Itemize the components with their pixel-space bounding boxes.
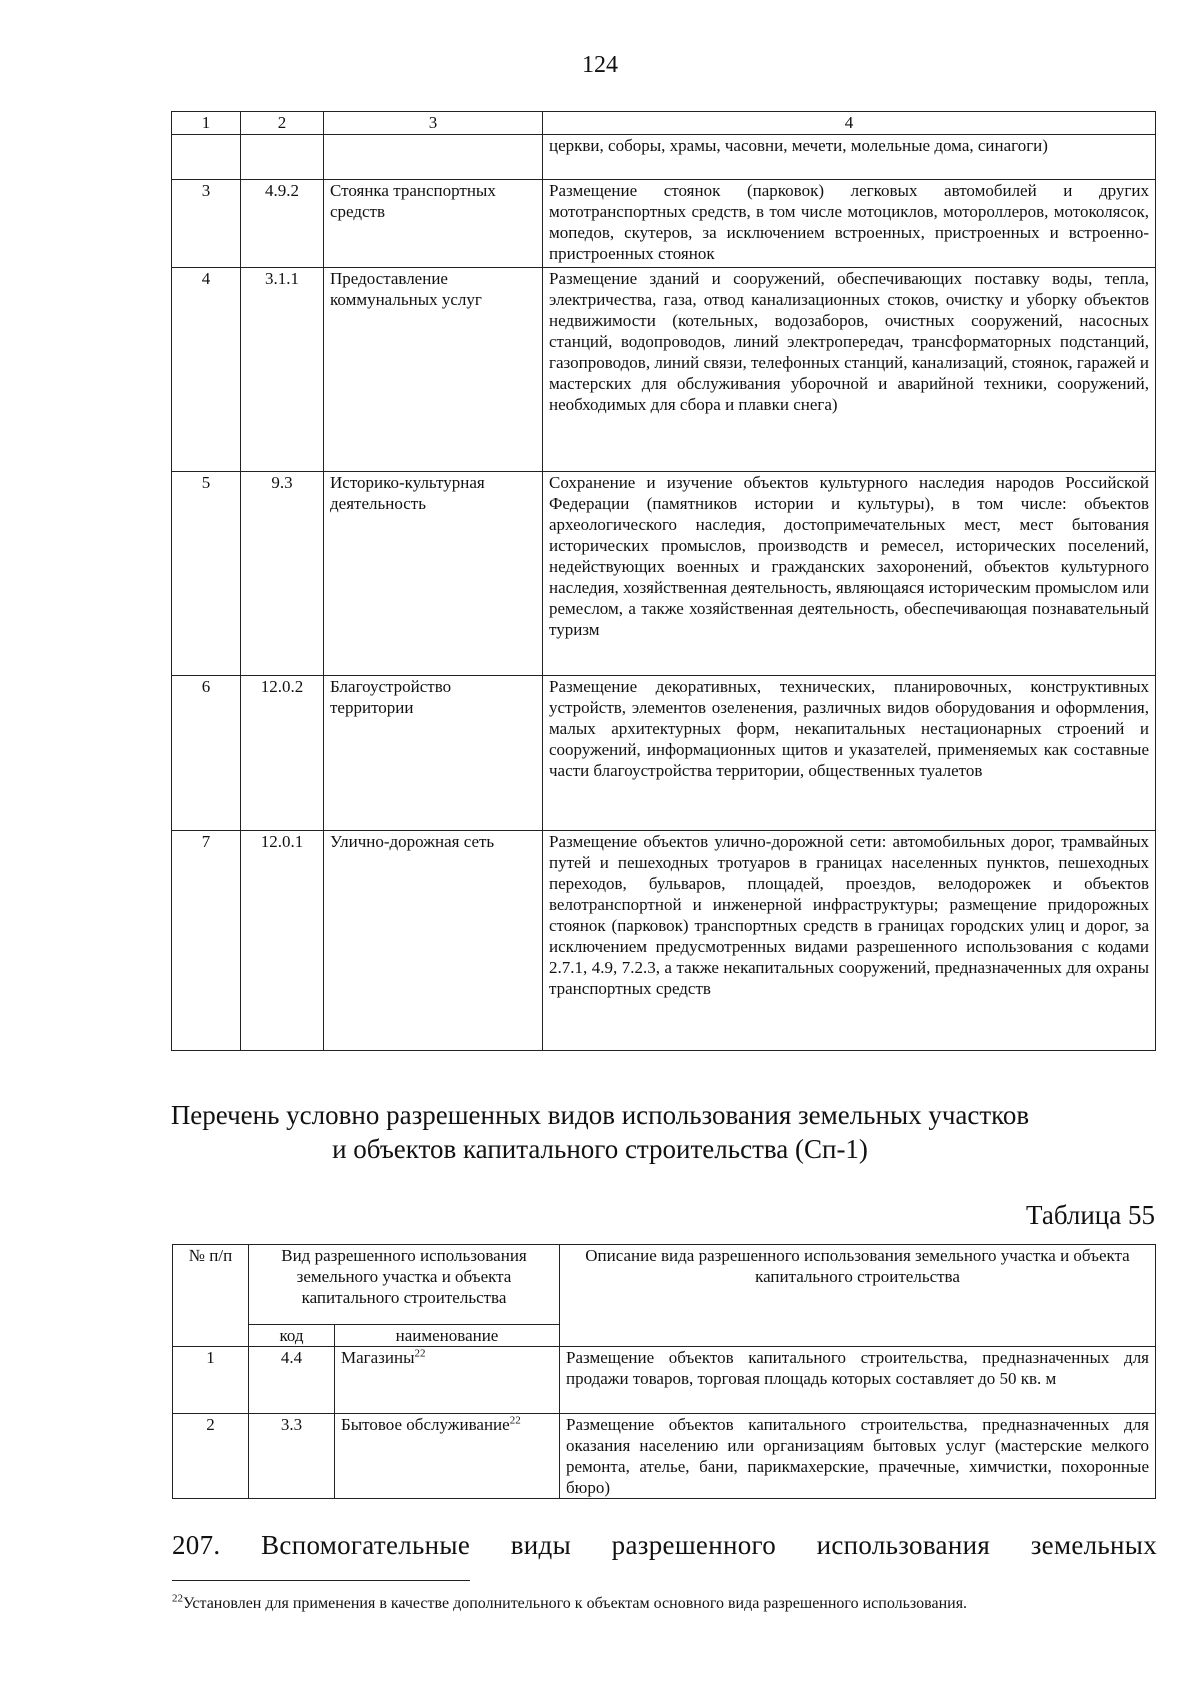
table-caption: Таблица 55 xyxy=(1026,1200,1155,1230)
use-description: Размещение декоративных, технических, планировочных, конструктивных устройств, элементов озеленения, различных видов оборудования и оформления, малых архитектурных форм, некапитальных нестационарных строений и сооружений, информационных щитов и указателей, применяемых как составные части благоустройства территории, общественных туалетов xyxy=(543,676,1156,831)
use-description: Размещение объектов капитального строительства, предназначенных для оказания населению или организациям бытовых услуг (мастерские мелкого ремонта, ателье, бани, парикмахерские, прачечные, химчистки, похоронные бюро) xyxy=(560,1414,1156,1499)
header-description: Описание вида разрешенного использования земельного участка и объекта капитального строительства xyxy=(560,1245,1156,1347)
use-code xyxy=(241,135,324,180)
table-row xyxy=(173,1414,1156,1499)
use-name xyxy=(324,135,543,180)
use-name: Улично-дорожная сеть xyxy=(324,831,543,1051)
table-row xyxy=(172,676,1156,831)
use-name: Предоставление коммунальных услуг xyxy=(324,268,543,472)
use-name: Благоустройство территории xyxy=(324,676,543,831)
use-code: 3.3 xyxy=(249,1414,335,1499)
use-description: Сохранение и изучение объектов культурного наследия народов Российской Федерации (памятников истории и культуры), в том числе: объектов археологического наследия, достопримечательных мест, мест бытования исторических промыслов, производств и ремесел, исторических поселений, недействующих военных и гражданских захоронений, объектов культурного наследия, хозяйственная деятельность, являющаяся историческим промыслом или ремеслом, а также хозяйственная деятельность, обеспечивающая познавательный туризм xyxy=(543,472,1156,676)
table-row xyxy=(172,831,1156,1051)
use-name: Бытовое обслуживание xyxy=(341,1415,510,1434)
table-row xyxy=(172,180,1156,268)
section-title-line: и объектов капитального строительства (Сп-1) xyxy=(332,1134,868,1164)
table-header-row xyxy=(173,1245,1156,1325)
land-use-table-continued xyxy=(171,111,1156,1051)
column-number-3: 3 xyxy=(324,112,543,135)
use-description: Размещение объектов капитального строительства, предназначенных для продажи товаров, торговая площадь которых составляет до 50 кв. м xyxy=(560,1347,1156,1414)
column-number-2: 2 xyxy=(241,112,324,135)
column-number-1: 1 xyxy=(172,112,241,135)
use-name: Магазины xyxy=(341,1348,415,1367)
section-title-line: Перечень условно разрешенных видов использования земельных участков xyxy=(170,1100,1030,1130)
use-code: 4.4 xyxy=(249,1347,335,1414)
use-code: 3.1.1 xyxy=(241,268,324,472)
subheader-code: код xyxy=(249,1325,335,1347)
row-number: 2 xyxy=(173,1414,249,1499)
use-code: 9.3 xyxy=(241,472,324,676)
table-header-row xyxy=(172,112,1156,135)
use-name: Историко-культурная деятельность xyxy=(324,472,543,676)
use-code: 4.9.2 xyxy=(241,180,324,268)
header-use-kind: Вид разрешенного использования земельного участка и объекта капитального строительства xyxy=(249,1245,560,1325)
use-name-cell xyxy=(335,1347,560,1414)
use-description: Размещение зданий и сооружений, обеспечивающих поставку воды, тепла, электричества, газа, отвод канализационных стоков, очистку и уборку объектов недвижимости (котельных, водозаборов, очистных сооружений, насосных станций, водопроводов, линий электропередач, трансформаторных подстанций, газопроводов, линий связи, телефонных станций, канализаций, стоянок, гаражей и мастерских для обслуживания уборочной и аварийной техники, сооружений, необходимых для сбора и плавки снега) xyxy=(543,268,1156,472)
row-number: 6 xyxy=(172,676,241,831)
row-number: 5 xyxy=(172,472,241,676)
column-number-4: 4 xyxy=(543,112,1156,135)
use-description: церкви, соборы, храмы, часовни, мечети, молельные дома, синагоги) xyxy=(543,135,1156,180)
footnote-text: Установлен для применения в качестве дополнительного к объектам основного вида разрешенного использования. xyxy=(183,1595,968,1612)
table-row xyxy=(172,472,1156,676)
footnote-reference: 22 xyxy=(509,1414,521,1427)
use-description: Размещение стоянок (парковок) легковых автомобилей и других мототранспортных средств, в том числе мотоциклов, мотороллеров, мотоколясок, мопедов, скутеров, за исключением встроенных, пристроенных и встроенно-пристроенных стоянок xyxy=(543,180,1156,268)
use-description: Размещение объектов улично-дорожной сети: автомобильных дорог, трамвайных путей и пешеходных тротуаров в границах населенных пунктов, пешеходных переходов, бульваров, площадей, проездов, велодорожек и объектов велотранспортной и инженерной инфраструктуры; размещение придорожных стоянок (парковок) транспортных средств в границах городских улиц и дорог, за исключением предусмотренных видами разрешенного использования с кодами 2.7.1, 4.9, 7.2.3, а также некапитальных сооружений, предназначенных для охраны транспортных средств xyxy=(543,831,1156,1051)
table-row xyxy=(173,1347,1156,1414)
row-number: 7 xyxy=(172,831,241,1051)
table-row xyxy=(172,135,1156,180)
use-name-cell xyxy=(335,1414,560,1499)
conditional-use-table xyxy=(172,1244,1156,1499)
footnote-marker: 22 xyxy=(172,1592,183,1605)
subheader-name: наименование xyxy=(335,1325,560,1347)
use-code: 12.0.1 xyxy=(241,831,324,1051)
footnote-separator xyxy=(172,1580,470,1581)
row-number: 3 xyxy=(172,180,241,268)
section-title xyxy=(0,1098,1200,1166)
header-number: № п/п xyxy=(173,1245,249,1347)
table-row xyxy=(172,268,1156,472)
row-number: 1 xyxy=(173,1347,249,1414)
row-number: 4 xyxy=(172,268,241,472)
footnote xyxy=(172,1592,1157,1616)
use-code: 12.0.2 xyxy=(241,676,324,831)
row-number xyxy=(172,135,241,180)
footnote-reference: 22 xyxy=(414,1347,426,1360)
page-number: 124 xyxy=(582,52,618,78)
paragraph-207: 207. Вспомогательные виды разрешенного использования земельных xyxy=(172,1530,1157,1560)
use-name: Стоянка транспортных средств xyxy=(324,180,543,268)
